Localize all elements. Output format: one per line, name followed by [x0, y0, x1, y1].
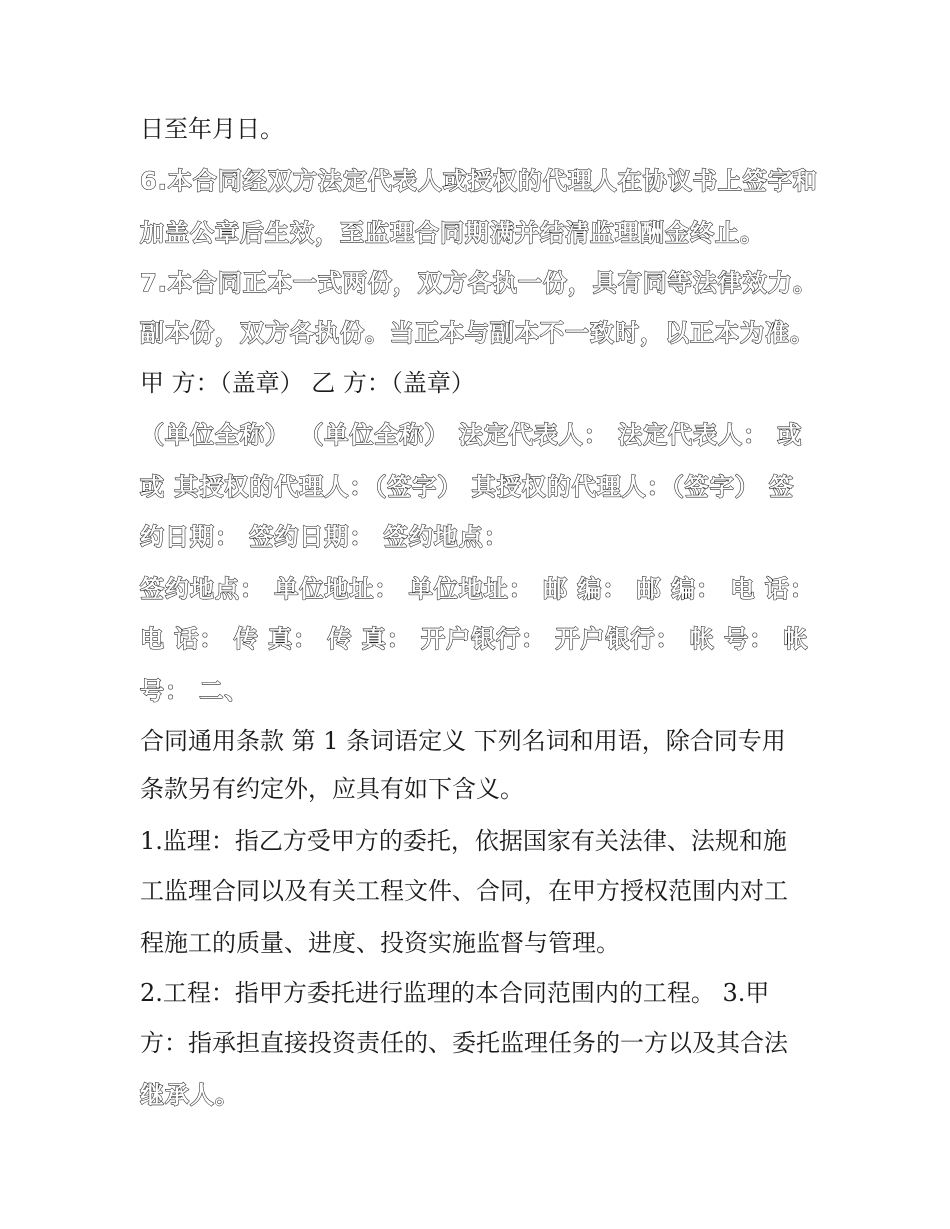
text-line: 程施工的质量、进度、投资实施监督与管理。 — [140, 929, 620, 957]
text-line: （单位全称） （单位全称） 法定代表人： 法定代表人： 或 — [140, 421, 803, 449]
text-line: 1.监理：指乙方受甲方的委托，依据国家有关法律、法规和施 — [140, 827, 787, 855]
text-line: 加盖公章后生效，至监理合同期满并结清监理酬金终止。 — [140, 219, 765, 247]
text-line: 7.本合同正本一式两份，双方各执一份，具有同等法律效力。 — [140, 269, 818, 297]
text-line: 副本份，双方各执份。当正本与副本不一致时，以正本为准。 — [140, 319, 815, 347]
text-line: 约日期： 签约日期： 签约地点： — [140, 523, 509, 551]
text-line: 方：指承担直接投资责任的、委托监理任务的一方以及其合法 — [140, 1029, 788, 1057]
text-line: 甲 方：（盖章） 乙 方：（盖章） — [140, 369, 475, 397]
text-line: 继承人。 — [140, 1081, 240, 1109]
text-line: 号： 二、 — [140, 677, 250, 705]
text-line: 签约地点： 单位地址： 单位地址： 邮 编： 邮 编： 电 话： — [140, 575, 815, 603]
text-line: 合同通用条款 第 1 条词语定义 下列名词和用语，除合同专用 — [140, 727, 786, 755]
text-line: 或 其授权的代理人：（签字） 其授权的代理人：（签字） 签 — [140, 473, 795, 501]
text-line: 6.本合同经双方法定代表人或授权的代理人在协议书上签字和 — [140, 167, 818, 195]
text-line: 2.工程：指甲方委托进行监理的本合同范围内的工程。 3.甲 — [140, 979, 770, 1007]
text-line: 工监理合同以及有关工程文件、合同，在甲方授权范围内对工 — [140, 877, 788, 905]
text-line: 条款另有约定外，应具有如下含义。 — [140, 775, 524, 803]
text-line: 电 话： 传 真： 传 真： 开户银行： 开户银行： 帐 号： 帐 — [140, 625, 809, 653]
text-line: 日至年月日。 — [140, 115, 284, 143]
